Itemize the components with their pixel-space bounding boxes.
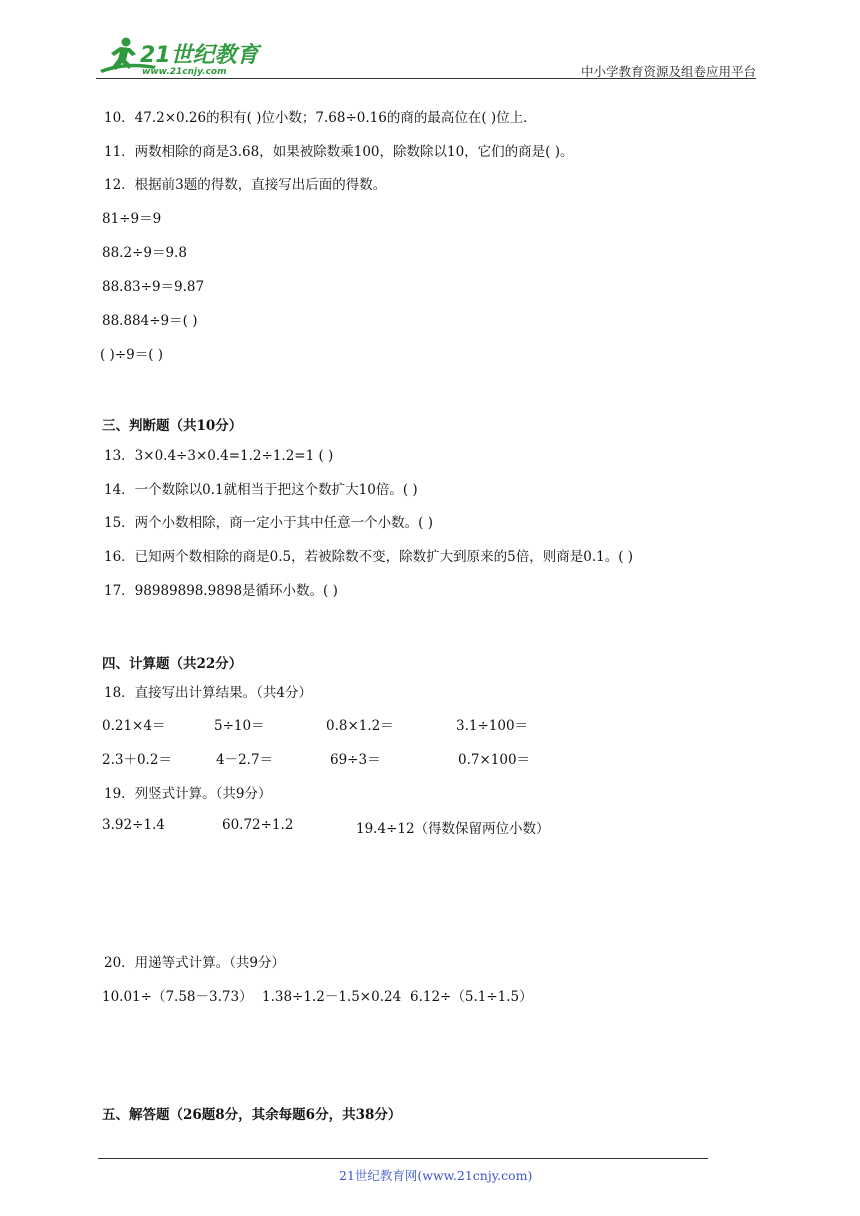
- calc-item: 0.7×100＝: [458, 752, 531, 768]
- calc-item: 69÷3＝: [330, 752, 381, 768]
- calc-item: 0.21×4＝: [102, 718, 166, 734]
- footer-divider: [98, 1158, 708, 1159]
- question-18: 18．直接写出计算结果。（共4分）: [104, 685, 313, 701]
- question-19: 19．列竖式计算。（共9分）: [104, 786, 272, 802]
- equation-2: 88.2÷9＝9.8: [102, 245, 187, 261]
- equation-1: 81÷9＝9: [102, 211, 162, 227]
- stepwise-calc-item: 1.38÷1.2－1.5×0.24: [262, 989, 402, 1005]
- question-16: 16．已知两个数相除的商是0.5，若被除数不变，除数扩大到原来的5倍，则商是0.1。( ): [104, 549, 634, 565]
- vertical-calc-item: 19.4÷12（得数保留两位小数）: [356, 821, 550, 837]
- question-15: 15．两个小数相除，商一定小于其中任意一个小数。( ): [104, 515, 434, 531]
- stepwise-calc-item: 6.12÷（5.1÷1.5）: [410, 989, 533, 1005]
- calc-item: 4－2.7＝: [216, 752, 274, 768]
- section-3-heading: 三、判断题（共10分）: [102, 418, 243, 434]
- calc-item: 5÷10＝: [214, 718, 265, 734]
- header-divider: [96, 78, 756, 79]
- footer-link[interactable]: 21世纪教育网(www.21cnjy.com): [339, 1168, 533, 1183]
- question-17: 17．98989898.9898是循环小数。( ): [104, 583, 338, 599]
- equation-3: 88.83÷9＝9.87: [102, 279, 205, 295]
- question-10: 10．47.2×0.26的积有( )位小数；7.68÷0.16的商的最高位在( )位上．: [104, 110, 537, 126]
- section-5-heading: 五、解答题（26题8分，其余每题6分，共38分）: [102, 1107, 402, 1123]
- calc-item: 3.1÷100＝: [456, 718, 529, 734]
- stepwise-calc-item: 10.01÷（7.58－3.73）: [102, 989, 253, 1005]
- vertical-calc-item: 3.92÷1.4: [102, 817, 165, 833]
- question-11: 11．两数相除的商是3.68，如果被除数乘100，除数除以10，它们的商是( )。: [104, 144, 574, 160]
- svg-text:21世纪教育: 21世纪教育: [140, 43, 259, 68]
- svg-text:www.21cnjy.com: www.21cnjy.com: [142, 67, 227, 77]
- equation-5: ( )÷9＝( ): [100, 347, 164, 363]
- site-logo: [96, 36, 266, 80]
- calc-item: 0.8×1.2＝: [326, 718, 394, 734]
- vertical-calc-item: 60.72÷1.2: [222, 817, 294, 833]
- equation-4: 88.884÷9＝( ): [102, 313, 198, 329]
- question-14: 14．一个数除以0.1就相当于把这个数扩大10倍。( ): [104, 482, 418, 498]
- question-12: 12．根据前3题的得数，直接写出后面的得数。: [104, 177, 387, 193]
- platform-tagline: 中小学教育资源及组卷应用平台: [580, 64, 756, 79]
- calc-item: 2.3＋0.2＝: [102, 752, 172, 768]
- question-20: 20．用递等式计算。（共9分）: [104, 955, 286, 971]
- question-13: 13．3×0.4÷3×0.4=1.2÷1.2=1 ( ): [104, 448, 334, 464]
- section-4-heading: 四、计算题（共22分）: [102, 656, 243, 672]
